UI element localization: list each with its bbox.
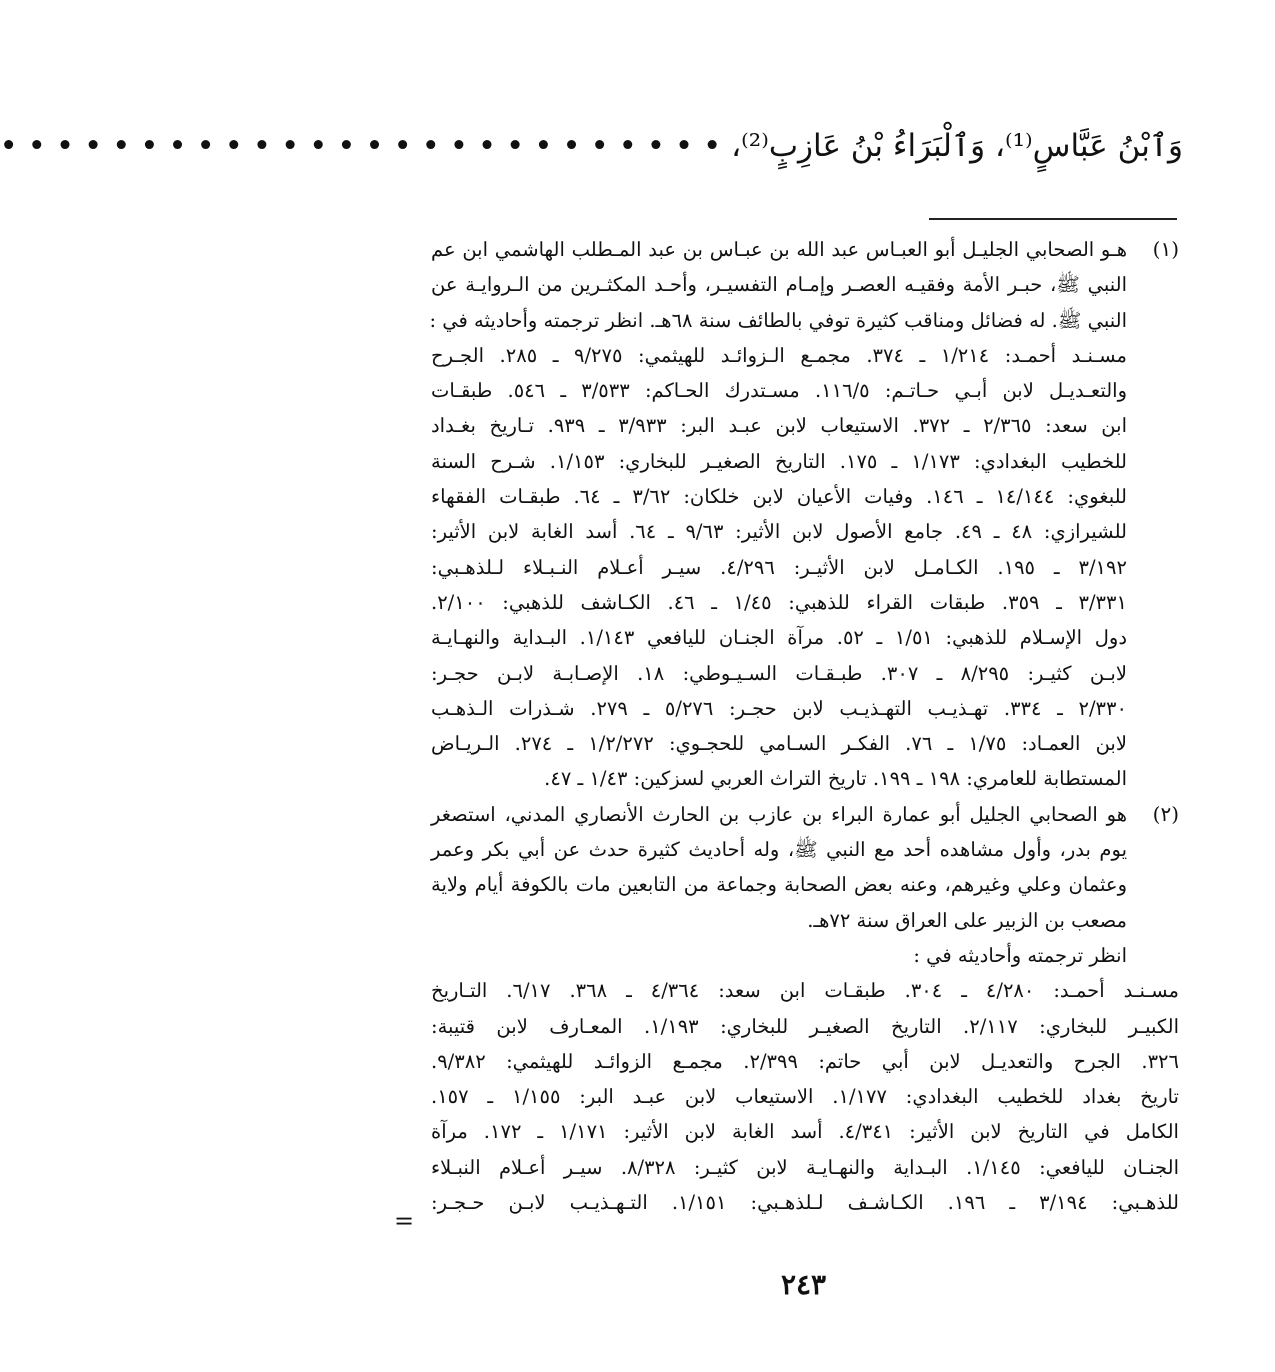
footnote-line: ٣٢٦. الجرح والتعديـل لابن أبي حاتم: ٢/٣٩٩. مجمـع الزوائـد للهيثمي: ٩/٣٨٢. bbox=[431, 1049, 1179, 1073]
footnote-line: المستطابة للعامري: ١٩٨ ـ ١٩٩. تاريخ التراث العربي لسزكين: ١/٤٣ ـ ٤٧. bbox=[544, 767, 1127, 791]
continuation-mark: = bbox=[394, 1207, 415, 1235]
footnote-line: لابـن كثيـر: ٨/٢٩٥ ـ ٣٠٧. طبـقـات السـيـوطي: ١٨. الإصـابـة لابـن حجـر: bbox=[431, 661, 1127, 685]
footnote-line: انظر ترجمته وأحاديثه في : bbox=[913, 943, 1127, 967]
footnote-line: مسـنـد أحمـد: ١/٢١٤ ـ ٣٧٤. مجمـع الـزوائـد للهيثمي: ٩/٢٧٥ ـ ٢٨٥. الجـرح bbox=[431, 343, 1127, 367]
main-text-line bbox=[0, 118, 1183, 174]
footnote-line: يوم بدر، وأول مشاهده أحد مع النبي ﷺ، وله أحاديث كثيرة حدث عن أبي بكر وعمر bbox=[431, 838, 1127, 862]
footnote-line: ٣/٣٣١ ـ ٣٥٩. طبقات القراء للذهبي: ١/٤٥ ـ ٤٦. الكـاشف للذهبي: ٢/١٠٠. bbox=[431, 590, 1127, 614]
footnote-line: الجنـان لليافعي: ١/١٤٥. البـداية والنهـايـة لابن كثيـر: ٨/٣٢٨. سيـر أعـلام النبـلاء bbox=[431, 1155, 1179, 1179]
footnote-line: مسـنـد أحمـد: ٤/٢٨٠ ـ ٣٠٤. طبقـات ابن سعد: ٤/٣٦٤ ـ ٣٦٨. ٦/١٧. التـاريخ bbox=[431, 979, 1179, 1003]
footnote-separator bbox=[929, 218, 1177, 220]
footnote-line: للخطيب البغدادي: ١/١٧٣ ـ ١٧٥. التاريخ الصغيـر للبخاري: ١/١٥٣. شـرح السنة bbox=[431, 449, 1128, 473]
main-text: وَٱبْنُ عَبَّاسٍ⁽¹⁾، وَٱلْبَرَاءُ بْنُ عَازِبٍ⁽²⁾، bbox=[721, 128, 1183, 164]
footnote-line: النبي ﷺ. له فضائل ومناقب كثيرة توفي بالطائف سنة ٦٨هـ. انظر ترجمته وأحاديثه في : bbox=[429, 308, 1127, 332]
footnote-line: ٣/١٩٢ ـ ١٩٥. الكـامـل لابن الأثيـر: ٤/٢٩٦. سيـر أعـلام النـبـلاء لـلذهـبي: bbox=[431, 555, 1127, 579]
footnote-line: دول الإسـلام للذهبي: ١/٥١ ـ ٥٢. مرآة الجنـان لليافعي ١/١٤٣. البـداية والنهـايـة bbox=[431, 626, 1128, 650]
footnote-line: الكامل في التاريخ لابن الأثير: ٤/٣٤١. أسد الغابة لابن الأثير: ١/١٧١ ـ ١٧٢. مرآة bbox=[431, 1120, 1179, 1144]
footnote-line: الكبيـر للبخاري: ٢/١١٧. التاريخ الصغيـر للبخاري: ١/١٩٣. المعـارف لابن قتيبة: bbox=[431, 1014, 1180, 1038]
footnote-line: والتعـديـل لابن أبـي حـاتـم: ١١٦/٥. مسـتدرك الحـاكم: ٣/٥٣٣ ـ ٥٤٦. طبقـات bbox=[431, 379, 1127, 403]
page-number: ٢٤٣ bbox=[780, 1268, 827, 1301]
footnote-2 bbox=[431, 797, 1179, 1221]
footnote-marker: (٢) bbox=[1152, 801, 1179, 826]
footnote-line: لابن العمـاد: ١/٧٥ ـ ٧٦. الفكـر السـامي للحجـوي: ١/٢/٢٧٢ ـ ٢٧٤. الـريـاض bbox=[431, 732, 1127, 756]
footnote-line: النبي ﷺ، حبـر الأمة وفقيـه العصـر وإمـام التفسيـر، وأحـد المكثـرين من الـروايـة عن bbox=[431, 273, 1127, 297]
footnote-line: للذهـبي: ٣/١٩٤ ـ ١٩٦. الكـاشـف لـلذهـبي: ١/١٥١. التـهـذيـب لابـن حـجـر: bbox=[431, 1191, 1179, 1215]
footnote-line: هو الصحابي الجليل أبو عمارة البراء بن عازب بن الحارث الأنصاري المدني، استصغر bbox=[431, 802, 1127, 826]
footnote-line: هـو الصحابي الجليـل أبو العبـاس عبد الله بن عبـاس بن عبد المـطلب الهاشمي ابن عم bbox=[431, 238, 1127, 261]
footnote-line: للشيرازي: ٤٨ ـ ٤٩. جامع الأصول لابن الأثير: ٩/٦٣ ـ ٦٤. أسد الغابة لابن الأثير: bbox=[431, 520, 1127, 544]
footnote-line: وعثمان وعلي وغيرهم، وعنه بعض الصحابة وجماعة من التابعين مات بالكوفة أيام ولاية bbox=[431, 873, 1127, 897]
footnote-marker: (١) bbox=[1152, 237, 1179, 261]
footnote-line: ابن سعد: ٢/٣٦٥ ـ ٣٧٢. الاستيعاب لابن عبـد البر: ٣/٩٣٣ ـ ٩٣٩. تـاريخ بغـداد bbox=[431, 414, 1127, 438]
footnote-line: ٢/٣٣٠ ـ ٣٣٤. تهـذيـب التهـذيـب لابن حجـر: ٥/٢٧٦ ـ ٢٧٩. شـذرات الـذهـب bbox=[431, 696, 1127, 720]
footnote-1 bbox=[431, 232, 1179, 797]
footnote-line: للبغوي: ١٤/١٤٤ ـ ١٤٦. وفيات الأعيان لابن خلكان: ٣/٦٢ ـ ٦٤. طبقـات الفقهاء bbox=[431, 485, 1127, 509]
footnote-line: تاريخ بغداد للخطيب البغدادي: ١/١٧٧. الاستيعاب لابن عبـد البر: ١/١٥٥ ـ ١٥٧. bbox=[431, 1085, 1179, 1109]
dotted-leader: • • • • • • • • • • • • • • • • • • • • • • • • • • bbox=[0, 128, 722, 164]
footnote-line: مصعب بن الزبير على العراق سنة ٧٢هـ. bbox=[807, 908, 1127, 932]
footnotes bbox=[431, 232, 1179, 1220]
